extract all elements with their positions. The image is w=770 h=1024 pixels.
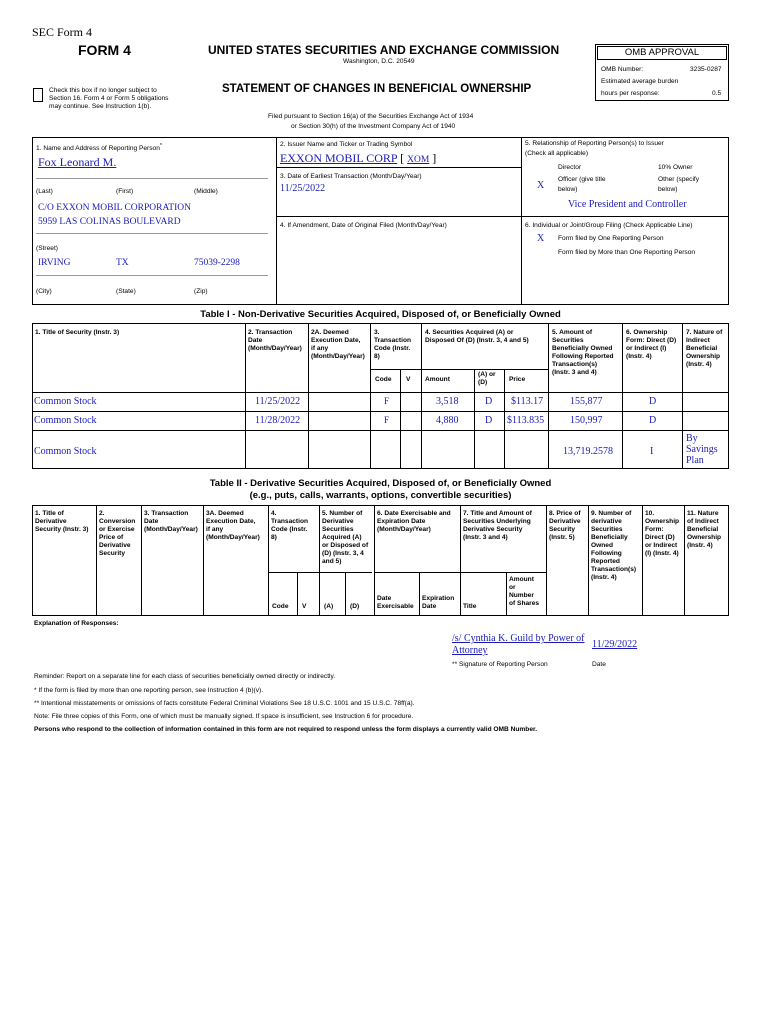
grid-line xyxy=(728,505,729,616)
address-line-2: 5959 LAS COLINAS BOULEVARD xyxy=(38,217,181,227)
grid-line xyxy=(32,411,729,412)
officer-label-2: below) xyxy=(558,186,578,193)
grid-line xyxy=(400,369,401,469)
grid-line xyxy=(203,505,204,616)
form-title: FORM 4 xyxy=(78,42,131,58)
t2-sub-d: (D) xyxy=(350,603,360,610)
grid-line xyxy=(370,369,548,370)
grid-line xyxy=(32,304,729,305)
grid-line xyxy=(370,323,371,469)
grid-line xyxy=(32,615,729,616)
note-reminder: Reminder: Report on a separate line for each class of securities beneficially owned directly or indirectly. xyxy=(34,673,336,680)
page-label: SEC Form 4 xyxy=(32,25,93,39)
city-label: (City) xyxy=(36,288,52,295)
grid-line xyxy=(419,572,420,616)
grid-line xyxy=(32,505,729,506)
first-label: (First) xyxy=(116,188,134,195)
officer-title: Vice President and Controller xyxy=(568,199,687,210)
ten-pct-owner-label: 10% Owner xyxy=(658,164,693,171)
grid-line xyxy=(268,572,372,573)
box2-label: 2. Issuer Name and Ticker or Trading Symbol xyxy=(280,141,413,148)
issuer-line: EXXON MOBIL CORP [ XOM ] xyxy=(280,151,437,165)
omb-burden-label-1: Estimated average burden xyxy=(601,78,679,85)
section16-checkbox[interactable] xyxy=(33,88,43,102)
t1-row2-ad: D xyxy=(485,415,493,426)
box5-label-1: 5. Relationship of Reporting Person(s) to Issuer xyxy=(525,140,664,147)
t1-h6: 6. Ownership Form: Direct (D) or Indirect (I) (Instr. 4) xyxy=(626,329,677,360)
grid-line xyxy=(345,572,346,616)
t2-sub-title: Title xyxy=(463,603,477,610)
t1-row2-form: D xyxy=(649,415,657,426)
grid-line xyxy=(374,505,375,616)
last-label: (Last) xyxy=(36,188,53,195)
omb-burden-value: 0.5 xyxy=(712,90,722,97)
one-person-check-mark: X xyxy=(537,233,545,244)
t2-c9: 9. Number of derivative Securities Beneficially Owned Following Reported Transaction(s) (Instr. 4) xyxy=(591,510,637,581)
state-value: TX xyxy=(116,258,129,268)
grid-line xyxy=(474,369,475,469)
grid-line xyxy=(32,137,729,138)
note-multiple-persons: * If the form is filed by more than one reporting person, see Instruction 4 (b)(v). xyxy=(34,687,264,694)
grid-line xyxy=(32,323,729,324)
grid-line xyxy=(504,369,505,469)
grid-line xyxy=(276,167,521,168)
divider xyxy=(36,178,268,179)
grid-line xyxy=(297,572,298,616)
grid-line xyxy=(32,430,729,431)
t2-c7: 7. Title and Amount of Securities Underlying Derivative Security (Instr. 3 and 4) xyxy=(463,510,532,541)
t1-h1: 1. Title of Security (Instr. 3) xyxy=(35,329,120,336)
statement-title: STATEMENT OF CHANGES IN BENEFICIAL OWNERSHIP xyxy=(222,83,532,95)
t2-c8: 8. Price of Derivative Security (Instr. 5) xyxy=(549,510,581,541)
box5-label-2: (Check all applicable) xyxy=(525,150,589,157)
t2-sub-amount: Amount or Number of Shares xyxy=(509,576,540,607)
grid-line xyxy=(308,323,309,469)
t1-h3: 3. Transaction Code (Instr. 8) xyxy=(374,329,412,360)
omb-number-value: 3235-0287 xyxy=(690,66,722,73)
t1-sub-ad: (A) or (D) xyxy=(478,371,496,386)
grid-line xyxy=(460,505,461,616)
t2-c3a: 3A. Deemed Execution Date, if any (Month/Day/Year) xyxy=(206,510,260,541)
t1-row2-title: Common Stock xyxy=(34,415,97,426)
t1-row1-amount: 3,518 xyxy=(436,396,459,407)
grid-line xyxy=(728,323,729,469)
divider xyxy=(36,275,268,276)
t1-h7: 7. Nature of Indirect Beneficial Ownership (Instr. 4) xyxy=(686,329,723,368)
t1-row1-code: F xyxy=(384,396,390,406)
other-label-1: Other (specify xyxy=(658,176,700,183)
t1-row1-form: D xyxy=(649,396,657,407)
explanation-label: Explanation of Responses: xyxy=(34,620,119,627)
officer-check-mark: X xyxy=(537,180,545,191)
grid-line xyxy=(141,505,142,616)
t2-sub-v: V xyxy=(302,603,307,610)
zip-label: (Zip) xyxy=(194,288,208,295)
t1-row3-form: I xyxy=(650,446,654,457)
t1-h2a: 2A. Deemed Execution Date, if any (Month/Day/Year) xyxy=(311,329,365,360)
grid-line xyxy=(521,137,522,305)
t1-row2-code: F xyxy=(384,415,390,425)
divider xyxy=(36,233,268,234)
grid-line xyxy=(642,505,643,616)
t2-c2: 2. Conversion or Exercise Price of Derivative Security xyxy=(99,510,136,557)
agency-city: Washington, D.C. 20549 xyxy=(343,58,415,65)
box6-label: 6. Individual or Joint/Group Filing (Check Applicable Line) xyxy=(525,222,693,229)
grid-line xyxy=(728,137,729,305)
grid-line xyxy=(548,323,549,469)
checkbox-note: Check this box if no longer subject to Section 16. Form 4 or Form 5 obligations may continue. See Instruction 1(b). xyxy=(49,87,169,110)
t2-c11: 11. Nature of Indirect Beneficial Ownership (Instr. 4) xyxy=(687,510,722,549)
grid-line xyxy=(96,505,97,616)
t1-row3-title: Common Stock xyxy=(34,446,97,457)
omb-title: OMB APPROVAL xyxy=(597,46,727,60)
filed-pursuant-2: or Section 30(h) of the Investment Company Act of 1940 xyxy=(291,123,456,130)
director-label: Director xyxy=(558,164,582,171)
t1-sub-price: Price xyxy=(509,376,526,383)
grid-line xyxy=(684,505,685,616)
signature-date: 11/29/2022 xyxy=(592,639,638,650)
earliest-transaction-date: 11/25/2022 xyxy=(280,183,326,194)
t2-c5: 5. Number of Derivative Securities Acquired (A) or Disposed of (D) (Instr. 3, 4 and 5) xyxy=(322,510,369,565)
t1-row1-ad: D xyxy=(485,396,493,407)
grid-line xyxy=(506,572,507,616)
signature-label: ** Signature of Reporting Person xyxy=(452,661,548,668)
t2-sub-exercisable: Date Exercisable xyxy=(377,595,414,610)
t1-sub-code: Code xyxy=(375,376,392,383)
ticker-symbol[interactable]: XOM xyxy=(407,155,430,165)
t1-sub-v: V xyxy=(406,376,411,383)
reporting-person-name[interactable]: Fox Leonard M. xyxy=(38,155,117,169)
grid-line xyxy=(682,323,683,469)
t2-sub-code: Code xyxy=(272,603,289,610)
grid-line xyxy=(319,505,320,616)
filed-pursuant-1: Filed pursuant to Section 16(a) of the Securities Exchange Act of 1934 xyxy=(268,113,474,120)
state-label: (State) xyxy=(116,288,136,295)
other-label-2: below) xyxy=(658,186,678,193)
t1-sub-amount: Amount xyxy=(425,376,450,383)
t1-h5: 5. Amount of Securities Beneficially Owned Following Reported Transaction(s) (Instr. 3 and 4) xyxy=(552,329,614,376)
t1-row1-title: Common Stock xyxy=(34,396,97,407)
t1-row2-owned: 150,997 xyxy=(570,415,603,426)
t1-row2-amount: 4,880 xyxy=(436,415,459,426)
note-misstatements: ** Intentional misstatements or omissions of facts constitute Federal Criminal Violations See 18 U.S.C. 1001 and 15 U.S.C. 78ff(a). xyxy=(34,700,415,707)
box1-label: 1. Name and Address of Reporting Person* xyxy=(36,143,163,153)
table2-title: Table II - Derivative Securities Acquired, Disposed of, or Beneficially Owned (e.g., puts, calls, warrants, options, convertible securities) xyxy=(209,478,552,501)
note-omb: Persons who respond to the collection of information contained in this form are not required to respond unless the form displays a currently valid OMB Number. xyxy=(34,726,538,733)
signature-date-label: Date xyxy=(592,661,606,668)
grid-line xyxy=(32,137,33,305)
more-person-label: Form filed by More than One Reporting Person xyxy=(558,249,696,256)
table1-title: Table I - Non-Derivative Securities Acquired, Disposed of, or Beneficially Owned xyxy=(200,309,561,320)
signature[interactable]: /s/ Cynthia K. Guild by Power of Attorney xyxy=(452,633,585,656)
t1-h2: 2. Transaction Date (Month/Day/Year) xyxy=(248,329,302,352)
box3-label: 3. Date of Earliest Transaction (Month/Day/Year) xyxy=(280,173,422,180)
issuer-name[interactable]: EXXON MOBIL CORP xyxy=(280,151,398,165)
t1-row1-date: 11/25/2022 xyxy=(255,396,301,407)
t1-row3-owned: 13,719.2578 xyxy=(563,446,613,457)
officer-label-1: Officer (give title xyxy=(558,176,606,183)
grid-line xyxy=(32,505,33,616)
t1-h4: 4. Securities Acquired (A) or Disposed Of (D) (Instr. 3, 4 and 5) xyxy=(425,329,529,344)
omb-burden-label-2: hours per response: xyxy=(601,90,660,97)
t2-c4: 4. Transaction Code (Instr. 8) xyxy=(271,510,309,541)
t2-sub-a: (A) xyxy=(324,603,334,610)
t1-row1-price: $113.17 xyxy=(511,396,544,407)
grid-line xyxy=(276,137,277,305)
street-label: (Street) xyxy=(36,245,58,252)
grid-line xyxy=(622,323,623,469)
grid-line xyxy=(32,392,729,393)
grid-line xyxy=(546,505,547,616)
t2-c6: 6. Date Exercisable and Expiration Date (Month/Day/Year) xyxy=(377,510,451,533)
t2-sub-expiration: Expiration Date xyxy=(422,595,455,610)
grid-line xyxy=(245,323,246,469)
t2-c1: 1. Title of Derivative Security (Instr. 3) xyxy=(35,510,89,533)
t2-c10: 10. Ownership Form: Direct (D) or Indirect (I) (Instr. 4) xyxy=(645,510,680,557)
grid-line xyxy=(421,323,422,469)
grid-line xyxy=(268,505,269,616)
note-copies: Note: File three copies of this Form, one of which must be manually signed. If space is insufficient, see Instruction 6 for procedure. xyxy=(34,713,414,720)
omb-number-label: OMB Number: xyxy=(601,66,644,73)
agency-title: UNITED STATES SECURITIES AND EXCHANGE COMMISSION xyxy=(208,43,560,57)
zip-value: 75039-2298 xyxy=(194,258,240,268)
box4-label: 4. If Amendment, Date of Original Filed (Month/Day/Year) xyxy=(280,222,447,229)
t2-c3: 3. Transaction Date (Month/Day/Year) xyxy=(144,510,198,533)
address-line-1: C/O EXXON MOBIL CORPORATION xyxy=(38,203,191,213)
t1-row2-price: $113.835 xyxy=(507,415,545,426)
middle-label: (Middle) xyxy=(194,188,218,195)
one-person-label: Form filed by One Reporting Person xyxy=(558,235,664,242)
grid-line xyxy=(276,216,728,217)
grid-line xyxy=(32,468,729,469)
t1-row3-nature: By Savings Plan xyxy=(686,433,718,466)
t1-row1-owned: 155,877 xyxy=(570,396,603,407)
grid-line xyxy=(588,505,589,616)
t1-row2-date: 11/28/2022 xyxy=(255,415,301,426)
city-value: IRVING xyxy=(38,258,71,268)
grid-line xyxy=(32,323,33,469)
